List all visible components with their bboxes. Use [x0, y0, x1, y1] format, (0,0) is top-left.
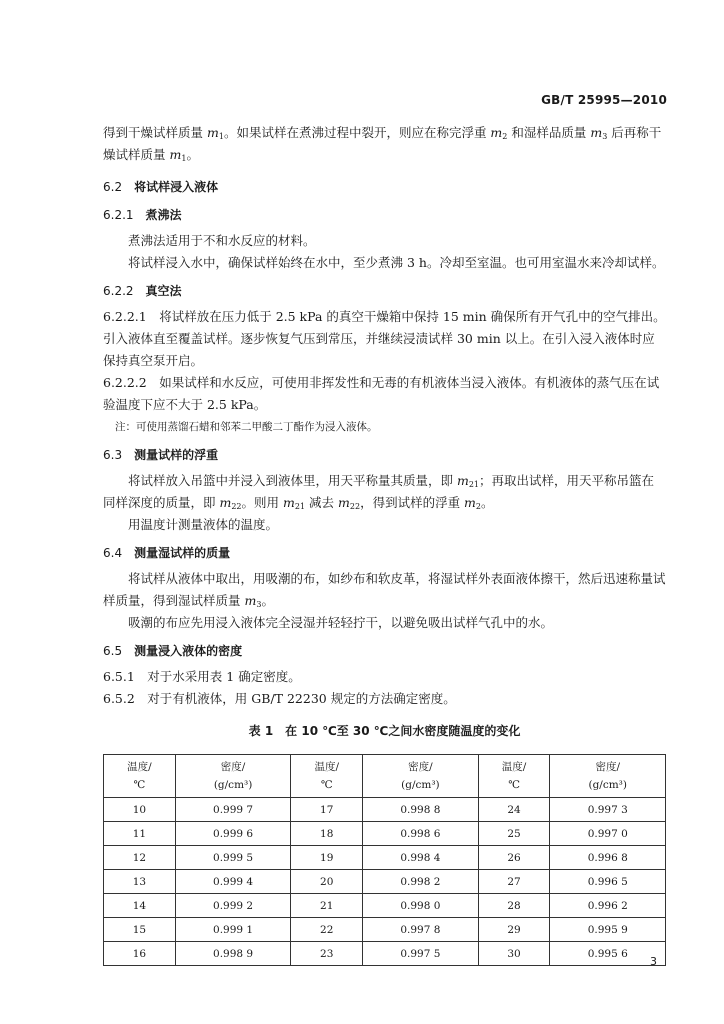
var-m21: m — [283, 495, 295, 510]
clause-6-2-2-2: 6.2.2.2 如果试样和水反应，可使用非挥发性和无毒的有机液体当浸入液体。有机液体的蒸气压在试验温度下应不大于 2.5 kPa。 — [103, 375, 660, 412]
header-unit: ℃ — [508, 779, 520, 791]
header-cell — [175, 755, 291, 798]
var-m22: m — [219, 495, 232, 510]
paragraph: 用温度计测量液体的温度。 — [128, 517, 279, 532]
header-unit: (g/cm³) — [588, 779, 627, 791]
subscript: 22 — [349, 502, 361, 511]
text: 减去 — [305, 495, 339, 510]
temperature-cell: 13 — [104, 870, 176, 894]
section-number: 6.2.2 — [103, 284, 134, 298]
table-row — [104, 846, 666, 870]
temperature-cell: 23 — [291, 942, 363, 966]
var-m21: m — [456, 473, 469, 488]
table-header-row — [104, 755, 666, 798]
density-cell: 0.997 5 — [363, 942, 479, 966]
section-number: 6.5 — [103, 644, 123, 658]
subscript: 22 — [231, 502, 242, 511]
table-row — [104, 870, 666, 894]
density-cell: 0.998 2 — [363, 870, 479, 894]
header-line: 密度/ — [220, 761, 246, 773]
section-title: 测量试样的浮重 — [134, 448, 219, 462]
subscript: 2 — [502, 132, 508, 141]
temperature-cell: 19 — [291, 846, 363, 870]
section-heading-6-5 — [103, 640, 666, 662]
temperature-cell: 17 — [291, 798, 363, 822]
density-cell: 0.999 6 — [175, 822, 291, 846]
subscript: 3 — [602, 132, 608, 141]
density-cell: 0.998 0 — [363, 894, 479, 918]
clause-6-5-2: 6.5.2 对于有机液体，用 GB/T 22230 规定的方法确定密度。 — [103, 691, 456, 706]
text: 将试样从液体中取出，用吸潮的布，如纱布和软皮革，将湿试样外表面液体擦干，然后迅速称量试样质量，得到湿试样质量 — [103, 571, 666, 608]
density-cell: 0.998 9 — [175, 942, 291, 966]
table-title: 表 1 在 10 ℃至 30 ℃之间水密度随温度的变化 — [248, 724, 521, 738]
header-unit: ℃ — [133, 779, 146, 791]
text: 将试样放入吊篮中并浸入到液体里，用天平称量其质量，即 — [128, 473, 457, 488]
temperature-cell: 22 — [291, 918, 363, 942]
temperature-cell: 16 — [104, 942, 176, 966]
section-number: 6.4 — [103, 546, 123, 560]
clause-6-5-1: 6.5.1 对于水采用表 1 确定密度。 — [103, 669, 301, 684]
temperature-cell: 24 — [478, 798, 550, 822]
var-m2: m — [464, 495, 476, 510]
text: 。则用 — [241, 495, 284, 510]
density-cell: 0.996 2 — [550, 894, 666, 918]
header-line: 密度/ — [595, 761, 621, 773]
text: ；再取出试样，用天平称吊篮在同样深度的质量，即 — [103, 473, 655, 510]
var-m3: m — [244, 593, 257, 608]
section-title: 将试样浸入液体 — [134, 180, 219, 194]
density-cell: 0.997 0 — [550, 822, 666, 846]
section-heading-6-2 — [103, 176, 666, 198]
var-m3: m — [590, 125, 603, 140]
header-line: 温度/ — [501, 761, 527, 773]
density-cell: 0.996 8 — [550, 846, 666, 870]
section-title: 煮沸法 — [145, 208, 182, 222]
table-row — [104, 918, 666, 942]
density-cell: 0.998 6 — [363, 822, 479, 846]
var-m22: m — [338, 495, 350, 510]
section-heading-6-3 — [103, 444, 666, 466]
temperature-cell: 29 — [478, 918, 550, 942]
var-m1: m — [206, 125, 219, 140]
page-number: 3 — [650, 955, 657, 968]
table-row — [104, 822, 666, 846]
header-unit: (g/cm³) — [401, 779, 440, 791]
text: 和湿样品质量 — [507, 125, 591, 140]
section-number: 6.2.1 — [103, 208, 134, 222]
document-body — [103, 122, 666, 966]
temperature-cell: 18 — [291, 822, 363, 846]
header-cell — [363, 755, 479, 798]
text: 。如果试样在煮沸过程中裂开，则应在称完浮重 — [223, 125, 491, 140]
density-cell: 0.999 4 — [175, 870, 291, 894]
temperature-cell: 27 — [478, 870, 550, 894]
subscript: 21 — [468, 480, 480, 489]
text: 得到干燥试样质量 — [103, 125, 207, 140]
temperature-cell: 10 — [104, 798, 176, 822]
temperature-cell: 20 — [291, 870, 363, 894]
header-unit: ℃ — [320, 779, 333, 791]
temperature-cell: 12 — [104, 846, 176, 870]
section-number: 6.2 — [103, 180, 123, 194]
density-cell: 0.999 7 — [175, 798, 291, 822]
text: 后再称干燥试样质量 — [103, 125, 662, 162]
paragraph: 将试样浸入水中，确保试样始终在水中，至少煮沸 3 h。冷却至室温。也可用室温水来冷却试样。 — [128, 255, 665, 270]
temperature-cell: 25 — [478, 822, 550, 846]
density-cell: 0.995 6 — [550, 942, 666, 966]
temperature-cell: 14 — [104, 894, 176, 918]
temperature-cell: 15 — [104, 918, 176, 942]
section-title: 测量湿试样的质量 — [134, 546, 231, 560]
paragraph-continued — [103, 122, 666, 166]
text: 。 — [261, 593, 274, 608]
var-m1: m — [169, 147, 182, 162]
text: ，得到试样的浮重 — [360, 495, 465, 510]
water-density-table — [103, 754, 666, 966]
header-line: 温度/ — [127, 761, 152, 773]
density-cell: 0.998 8 — [363, 798, 479, 822]
text: 。 — [186, 147, 199, 162]
header-cell — [104, 755, 176, 798]
section-heading-6-2-2 — [103, 280, 666, 302]
section-number: 6.3 — [103, 448, 123, 462]
var-m2: m — [490, 125, 503, 140]
density-cell: 0.999 5 — [175, 846, 291, 870]
density-cell: 0.997 8 — [363, 918, 479, 942]
table-row — [104, 798, 666, 822]
density-cell: 0.997 3 — [550, 798, 666, 822]
density-cell: 0.999 1 — [175, 918, 291, 942]
clause-6-2-2-1: 6.2.2.1 将试样放在压力低于 2.5 kPa 的真空干燥箱中保持 15 min 确保所有开气孔中的空气排出。引入液体直至覆盖试样。逐步恢复气压到常压，并继续浸渍试样 30 min 以上。在引入浸入液体时应保持真空泵开启。 — [103, 309, 666, 368]
header-cell — [550, 755, 666, 798]
text: 。 — [481, 495, 494, 510]
header-cell — [478, 755, 550, 798]
section-heading-6-4 — [103, 542, 666, 564]
section-title: 测量浸入液体的密度 — [134, 644, 243, 658]
temperature-cell: 30 — [478, 942, 550, 966]
note: 注：可使用蒸馏石蜡和邻苯二甲酸二丁酯作为浸入液体。 — [115, 421, 378, 433]
paragraph — [103, 568, 666, 612]
section-title: 真空法 — [145, 284, 182, 298]
temperature-cell: 21 — [291, 894, 363, 918]
density-cell: 0.995 9 — [550, 918, 666, 942]
standard-code: GB/T 25995—2010 — [541, 93, 667, 107]
subscript: 2 — [475, 502, 481, 511]
header-unit: (g/cm³) — [213, 779, 253, 791]
header-line: 密度/ — [408, 761, 433, 773]
paragraph — [103, 470, 666, 514]
temperature-cell: 28 — [478, 894, 550, 918]
paragraph: 吸潮的布应先用浸入液体完全浸湿并轻轻拧干，以避免吸出试样气孔中的水。 — [128, 615, 554, 630]
temperature-cell: 26 — [478, 846, 550, 870]
subscript: 1 — [181, 154, 187, 163]
density-cell: 0.999 2 — [175, 894, 291, 918]
temperature-cell: 11 — [104, 822, 176, 846]
subscript: 1 — [218, 132, 224, 141]
header-line: 温度/ — [314, 761, 340, 773]
subscript: 21 — [294, 502, 306, 511]
table-row — [104, 894, 666, 918]
subscript: 3 — [256, 600, 262, 609]
density-cell: 0.998 4 — [363, 846, 479, 870]
header-cell — [291, 755, 363, 798]
paragraph: 煮沸法适用于不和水反应的材料。 — [128, 233, 316, 248]
table-row — [104, 942, 666, 966]
table-body — [104, 798, 666, 966]
section-heading-6-2-1 — [103, 204, 666, 226]
density-cell: 0.996 5 — [550, 870, 666, 894]
